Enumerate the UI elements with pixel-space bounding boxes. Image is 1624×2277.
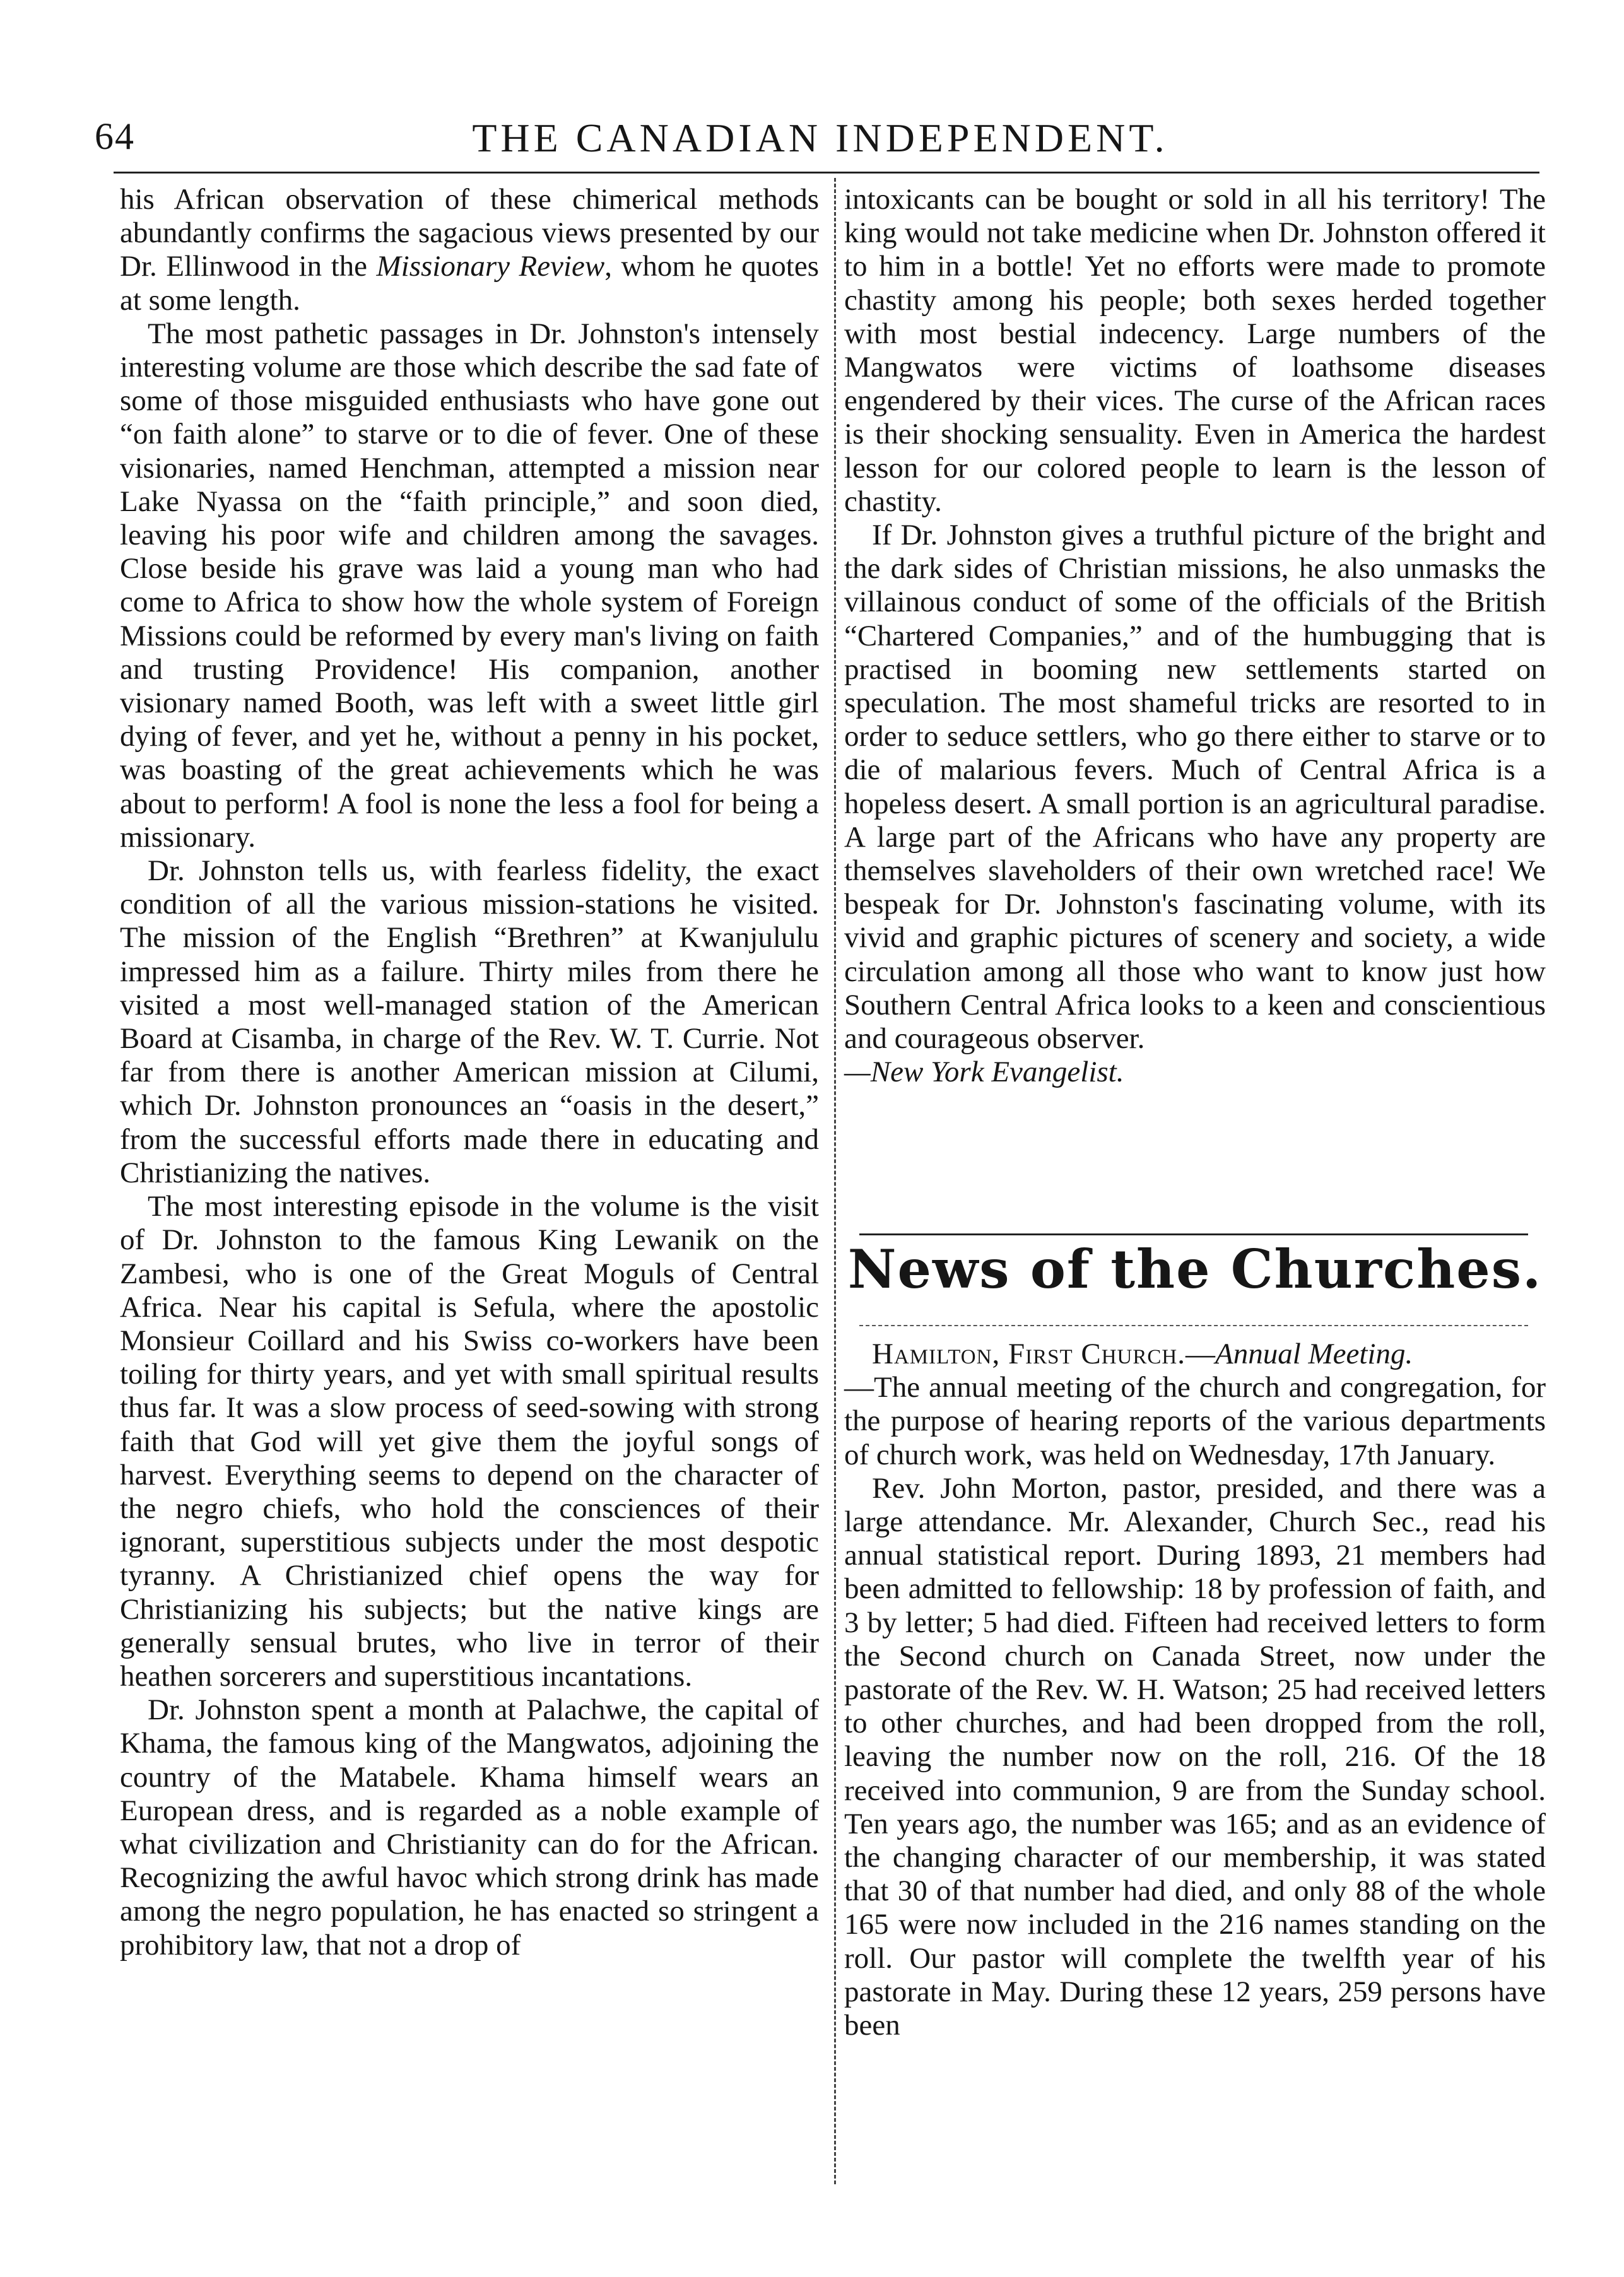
news-column xyxy=(844,1338,1546,2042)
dash: — xyxy=(1185,1338,1215,1370)
page-header xyxy=(88,106,1552,169)
section-rule xyxy=(859,1325,1528,1326)
paragraph: Dr. Johnston tells us, with fearless fidelity, the exact condition of all the various mission-stations he visited. The mission of the English “Brethren” at Kwanjululu impressed him as a failure. Thirty miles from there he visited a most well-managed station of the American Board at Cisamba, in charge of the Rev. W. T. Currie. Not far from there is another American mission at Cilumi, which Dr. Johnston pronounces an “oasis in the desert,” from the successful efforts made there in educating and Christianizing the natives. xyxy=(120,854,819,1189)
journal-title: THE CANADIAN INDEPENDENT. xyxy=(472,115,1168,160)
paragraph xyxy=(120,183,819,317)
paragraph: Rev. John Morton, pastor, presided, and there was a large attendance. Mr. Alexander, Church Sec., read his annual statistical report. During 1893, 21 members had been admitted to fellowship: 18 by profession of faith, and 3 by letter; 5 had died. Fifteen had received letters to form the Second church on Canada Street, now under the pastorate of the Rev. W. H. Watson; 25 had received letters to other churches, and had been dropped from the roll, leaving the number now on the roll, 216. Of the 18 received into communion, 9 are from the Sunday school. Ten years ago, the number was 165; and as an evidence of the changing character of our membership, it was stated that 30 of that number had died, and only 88 of the whole 165 were now included in the 216 names standing on the roll. Our pastor will complete the twelfth year of his pastorate in May. During these 12 years, 259 persons have been xyxy=(844,1471,1546,2042)
paragraph: Dr. Johnston spent a month at Palachwe, the capital of Khama, the famous king of the Mangwatos, adjoining the country of the Matabele. Khama himself wears an European dress, and is regarded as a noble example of what civilization and Christianity can do for the African. Recognizing the awful havoc which strong drink has made among the negro population, he has enacted so stringent a prohibitory law, that not a drop of xyxy=(120,1693,819,1962)
header-rule xyxy=(114,172,1539,174)
paragraph: The most interesting episode in the volume is the visit of Dr. Johnston to the famous King Lewanik on the Zambesi, who is one of the Great Moguls of Central Africa. Near his capital is Sefula, where the apostolic Monsieur Coillard and his Swiss co-workers have been toiling for thirty years, and yet with small spiritual results thus far. It was a slow process of seed-sowing with strong faith that God will yet give them the joyful songs of harvest. Everything seems to depend on the character of the negro chiefs, who hold the consciences of their ignorant, superstitious subjects under the most despotic tyranny. A Christianized chief opens the way for Christianizing his subjects; but the native kings are generally sensual brutes, who live in terror of their heathen sorcerers and superstitious incantations. xyxy=(120,1190,819,1693)
paragraph: —The annual meeting of the church and congregation, for the purpose of hearing reports of the various departments of church work, was held on Wednesday, 17th January. xyxy=(844,1371,1546,1471)
paragraph: If Dr. Johnston gives a truthful picture of the bright and the dark sides of Christian missions, he also unmasks the villainous conduct of some of the officials of the British “Chartered Companies,” and of the humbugging that is practised in booming new settlements started on speculation. The most shameful tricks are resorted to in order to seduce settlers, who go there either to starve or to die of malarious fevers. Much of Central Africa is a hopeless desert. A small portion is an agricultural paradise. A large part of the Africans who have any property are themselves slaveholders of their own wretched race! We bespeak for Dr. Johnston's fascinating volume, with its vivid and graphic pictures of scenery and society, a wide circulation among all those who want to know just how Southern Central Africa looks to a keen and conscientious and courageous observer. xyxy=(844,519,1546,1056)
right-column xyxy=(844,183,1546,1089)
paragraph-text: , whom he quotes at some length. xyxy=(120,250,819,317)
paragraph: intoxicants can be bought or sold in all his territory! The king would not take medicine when Dr. Johnston offered it to him in a bottle! Yet no efforts were made to promote chastity among his people; both sexes herded together with most bestial indecency. Large numbers of the Mangwatos were victims of loathsome diseases engendered by their vices. The curse of the African races is their shocking sensuality. Even in America the hardest lesson for our colored people to learn is the lesson of chastity. xyxy=(844,183,1546,518)
meeting-title: Annual Meeting. xyxy=(1215,1338,1413,1370)
church-name: Hamilton, First Church. xyxy=(872,1338,1186,1370)
page-number: 64 xyxy=(95,115,135,157)
paragraph: The most pathetic passages in Dr. Johnston's intensely interesting volume are those which describe the sad fate of some of those misguided enthusiasts who have gone out “on faith alone” to starve or to die of fever. One of these visionaries, named Henchman, attempted a mission near Lake Nyassa on the “faith principle,” and soon died, leaving his poor wife and children among the savages. Close beside his grave was laid a young man who had come to Africa to show how the whole system of Foreign Missions could be reformed by every man's living on faith and trusting Providence! His companion, another visionary named Booth, was left with a sweet little girl dying of fever, and yet he, without a penny in his pocket, was boasting of the great achievements which he was about to perform! A fool is none the less a fool for being a missionary. xyxy=(120,317,819,854)
publication-name: Missionary Review xyxy=(376,250,605,283)
left-column xyxy=(120,183,819,1962)
section-rule xyxy=(859,1233,1528,1235)
paragraph-text: his African observation of these chimerical methods abundantly confirms the sagacious views presented by our Dr. Ellinwood in the xyxy=(120,183,819,283)
news-heading xyxy=(844,1338,1546,1371)
section-title: News of the Churches. xyxy=(847,1238,1543,1300)
attribution-text: —New York Evangelist. xyxy=(844,1056,1124,1089)
attribution xyxy=(844,1056,1546,1089)
column-divider xyxy=(834,178,836,2184)
